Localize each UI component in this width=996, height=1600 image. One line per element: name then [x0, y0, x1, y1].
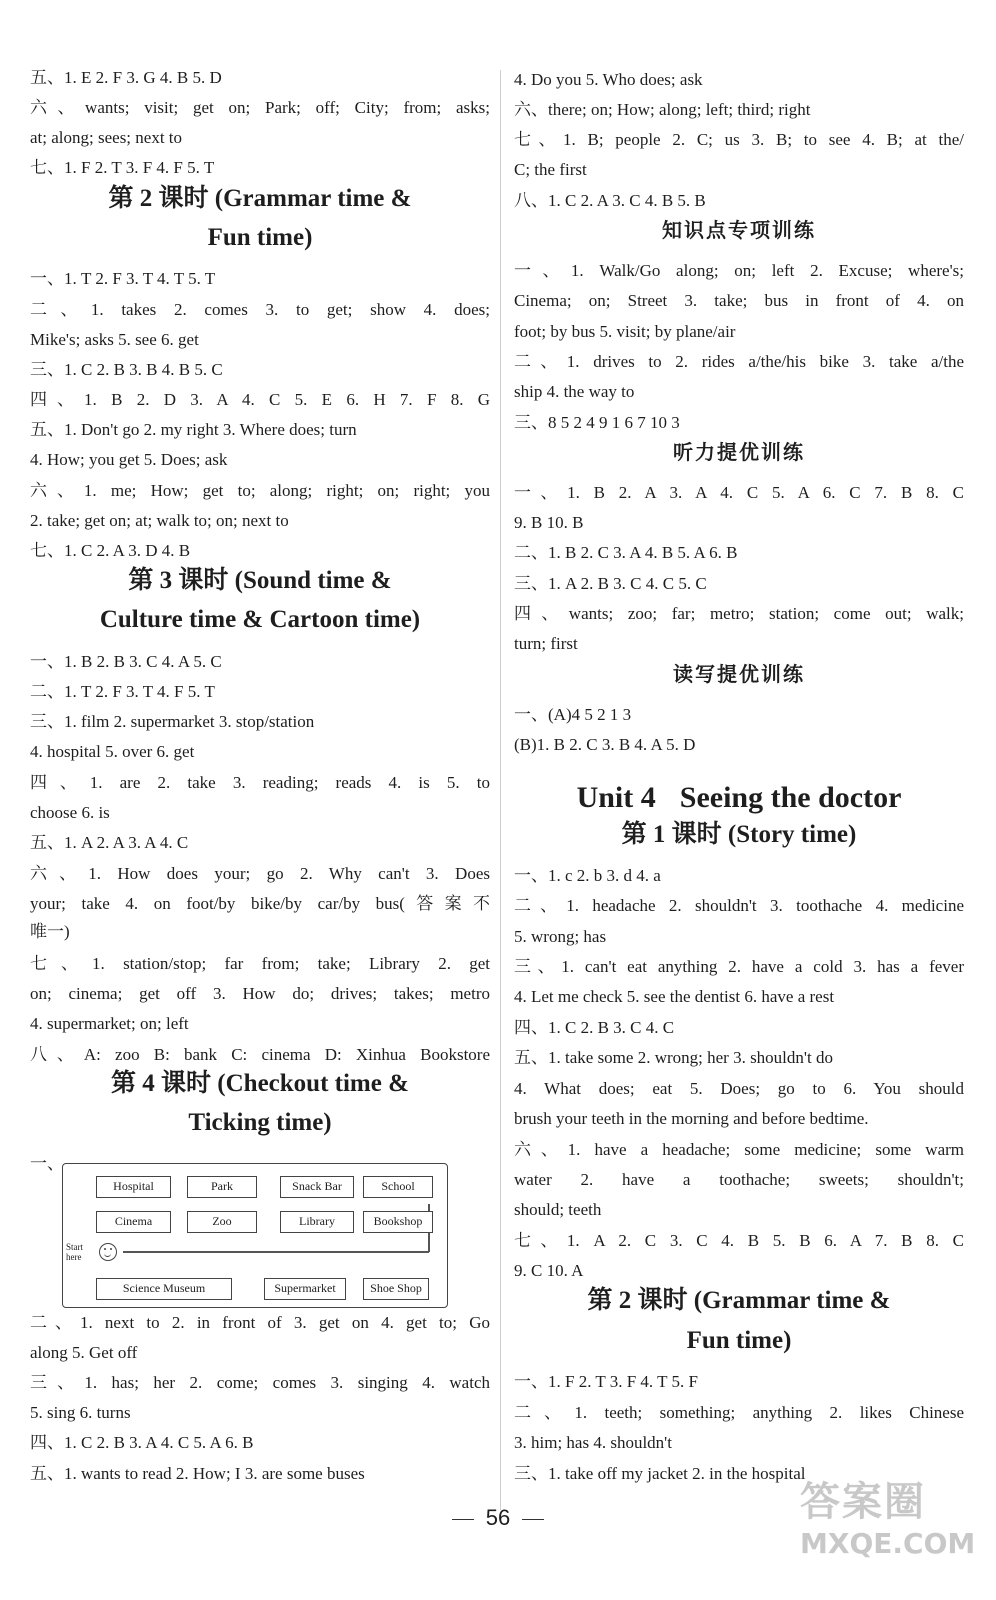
- answer-line: 五、1. Don't go 2. my right 3. Where does; turn: [30, 420, 357, 439]
- answer-line: 唯一): [30, 922, 70, 941]
- answer-line: 4. supermarket; on; left: [30, 1014, 189, 1033]
- answer-line: 一、1. T 2. F 3. T 4. T 5. T: [30, 269, 216, 288]
- map-place: Snack Bar: [280, 1176, 354, 1198]
- answer-line: (B)1. B 2. C 3. B 4. A 5. D: [514, 735, 696, 754]
- answer-line: 七、1. A 2. C 3. C 4. B 5. B 6. A 7. B 8. C: [514, 1231, 964, 1250]
- answer-line: 二、1. B 2. C 3. A 4. B 5. A 6. B: [514, 543, 738, 562]
- answer-line: 三、1. A 2. B 3. C 4. C 5. C: [514, 574, 707, 593]
- answer-line: 4. hospital 5. over 6. get: [30, 742, 195, 761]
- lesson-heading: Ticking time): [188, 1109, 332, 1136]
- answer-line: 六、there; on; How; along; left; third; right: [514, 100, 811, 119]
- answer-line: 七、1. station/stop; far from; take; Library 2. get: [30, 954, 490, 973]
- answer-line: 七、1. F 2. T 3. F 4. F 5. T: [30, 158, 215, 177]
- answer-line: at; along; sees; next to: [30, 128, 183, 147]
- answer-line: 一、: [30, 1154, 64, 1173]
- answer-line: foot; by bus 5. visit; by plane/air: [514, 322, 736, 341]
- lesson-heading: 第 1 课时 (Story time): [621, 821, 857, 848]
- answer-line: on; cinema; get off 3. How do; drives; takes; metro: [30, 984, 490, 1003]
- answer-line: 四、1. C 2. B 3. A 4. C 5. A 6. B: [30, 1433, 254, 1452]
- practice-heading: 听力提优训练: [673, 440, 805, 464]
- answer-line: 二、1. teeth; something; anything 2. likes Chinese: [514, 1403, 964, 1422]
- answer-line: 七、1. B; people 2. C; us 3. B; to see 4. B; at the/: [514, 130, 964, 149]
- unit-name: Seeing the doctor: [679, 781, 902, 814]
- answer-line: 5. wrong; has: [514, 927, 607, 946]
- answer-line: 四、wants; zoo; far; metro; station; come out; walk;: [514, 604, 964, 623]
- map-place: Bookshop: [363, 1211, 433, 1233]
- answer-line: 4. What does; eat 5. Does; go to 6. You should: [514, 1079, 964, 1098]
- answer-line: 五、1. A 2. A 3. A 4. C: [30, 833, 189, 852]
- map-place: Hospital: [96, 1176, 171, 1198]
- answer-line: along 5. Get off: [30, 1343, 138, 1362]
- map-place: Library: [280, 1211, 354, 1233]
- answer-line: 六、1. me; How; get to; along; right; on; right; you: [30, 481, 490, 500]
- answer-line: 二、1. takes 2. comes 3. to get; show 4. does;: [30, 300, 490, 319]
- answer-line: 三、1. can't eat anything 2. have a cold 3. has a fever: [514, 957, 964, 976]
- lesson-heading: 第 2 课时 (Grammar time &: [108, 185, 412, 212]
- practice-heading: 读写提优训练: [673, 662, 805, 686]
- column-divider: [500, 70, 501, 1510]
- map-place: Supermarket: [264, 1278, 346, 1300]
- unit-label: Unit 4: [576, 781, 656, 814]
- map-place: Science Museum: [96, 1278, 232, 1300]
- answer-line: 三、1. take off my jacket 2. in the hospital: [514, 1464, 806, 1483]
- answer-line: 二、1. headache 2. shouldn't 3. toothache 4. medicine: [514, 896, 964, 915]
- answer-line: ship 4. the way to: [514, 382, 635, 401]
- lesson-heading: Culture time & Cartoon time): [99, 606, 421, 633]
- answer-line: 四、1. C 2. B 3. C 4. C: [514, 1018, 675, 1037]
- answer-line: choose 6. is: [30, 803, 110, 822]
- answer-line: 七、1. C 2. A 3. D 4. B: [30, 541, 191, 560]
- answer-line: 二、1. drives to 2. rides a/the/his bike 3. take a/the: [514, 352, 964, 371]
- answer-line: 一、1. c 2. b 3. d 4. a: [514, 866, 661, 885]
- answer-line: 五、1. E 2. F 3. G 4. B 5. D: [30, 68, 222, 87]
- answer-line: 三、8 5 2 4 9 1 6 7 10 3: [514, 413, 680, 432]
- answer-line: 二、1. next to 2. in front of 3. get on 4. get to; Go: [30, 1313, 490, 1332]
- map-place: Shoe Shop: [363, 1278, 429, 1300]
- answer-line: brush your teeth in the morning and before bedtime.: [514, 1109, 869, 1128]
- answer-line: 六、1. have a headache; some medicine; some warm: [514, 1140, 964, 1159]
- answer-line: should; teeth: [514, 1200, 602, 1219]
- map-place: Zoo: [187, 1211, 257, 1233]
- answer-line: 五、1. take some 2. wrong; her 3. shouldn't do: [514, 1048, 833, 1067]
- lesson-heading: 第 4 课时 (Checkout time &: [111, 1070, 409, 1097]
- lesson-heading: 第 2 课时 (Grammar time &: [587, 1287, 891, 1314]
- route-line: [123, 1251, 429, 1253]
- answer-line: turn; first: [514, 634, 578, 653]
- lesson-heading: Fun time): [207, 224, 313, 251]
- answer-line: 一、1. Walk/Go along; on; left 2. Excuse; where's;: [514, 261, 964, 280]
- answer-line: C; the first: [514, 160, 587, 179]
- page-number: 56: [0, 1505, 996, 1531]
- answer-line: 一、1. F 2. T 3. F 4. T 5. F: [514, 1372, 698, 1391]
- answer-line: 八、1. C 2. A 3. C 4. B 5. B: [514, 191, 706, 210]
- answer-line: Mike's; asks 5. see 6. get: [30, 330, 199, 349]
- answer-line: 4. Do you 5. Who does; ask: [514, 70, 703, 89]
- map-place: School: [363, 1176, 433, 1198]
- answer-line: 9. B 10. B: [514, 513, 584, 532]
- answer-line: water 2. have a toothache; sweets; shouldn't;: [514, 1170, 964, 1189]
- answer-line: 5. sing 6. turns: [30, 1403, 131, 1422]
- map-place: Park: [187, 1176, 257, 1198]
- answer-line: 六、1. How does your; go 2. Why can't 3. Does: [30, 864, 490, 883]
- answer-line: 一、1. B 2. B 3. C 4. A 5. C: [30, 652, 222, 671]
- smiley-icon: [99, 1243, 117, 1261]
- lesson-heading: Fun time): [686, 1327, 792, 1354]
- answer-line: 4. How; you get 5. Does; ask: [30, 450, 228, 469]
- answer-line: 四、1. B 2. D 3. A 4. C 5. E 6. H 7. F 8. G: [30, 390, 490, 409]
- answer-line: Cinema; on; Street 3. take; bus in front of 4. on: [514, 291, 964, 310]
- answer-line: 3. him; has 4. shouldn't: [514, 1433, 672, 1452]
- answer-line: 八、A: zoo B: bank C: cinema D: Xinhua Bookstore: [30, 1045, 490, 1064]
- answer-line: 三、1. film 2. supermarket 3. stop/station: [30, 712, 315, 731]
- lesson-heading: 第 3 课时 (Sound time &: [128, 567, 392, 594]
- route-map: [62, 1163, 448, 1308]
- answer-line: 三、1. C 2. B 3. B 4. B 5. C: [30, 360, 223, 379]
- answer-line: your; take 4. on foot/by bike/by car/by bus(答案不: [30, 894, 490, 913]
- start-label: Start here: [66, 1242, 83, 1262]
- answer-line: 二、1. T 2. F 3. T 4. F 5. T: [30, 682, 215, 701]
- answer-line: 五、1. wants to read 2. How; I 3. are some buses: [30, 1464, 365, 1483]
- map-place: Cinema: [96, 1211, 171, 1233]
- answer-line: 2. take; get on; at; walk to; on; next to: [30, 511, 289, 530]
- answer-line: 一、1. B 2. A 3. A 4. C 5. A 6. C 7. B 8. C: [514, 483, 964, 502]
- practice-heading: 知识点专项训练: [662, 218, 816, 242]
- answer-line: 4. Let me check 5. see the dentist 6. have a rest: [514, 987, 835, 1006]
- watermark-logo: 答案圈 MXQE.COM: [800, 1479, 976, 1560]
- answer-line: 9. C 10. A: [514, 1261, 584, 1280]
- answer-line: 六、wants; visit; get on; Park; off; City; from; asks;: [30, 98, 490, 117]
- unit-title: [514, 779, 964, 817]
- answer-line: 一、(A)4 5 2 1 3: [514, 705, 632, 724]
- answer-line: 四、1. are 2. take 3. reading; reads 4. is 5. to: [30, 773, 490, 792]
- answer-line: 三、1. has; her 2. come; comes 3. singing 4. watch: [30, 1373, 490, 1392]
